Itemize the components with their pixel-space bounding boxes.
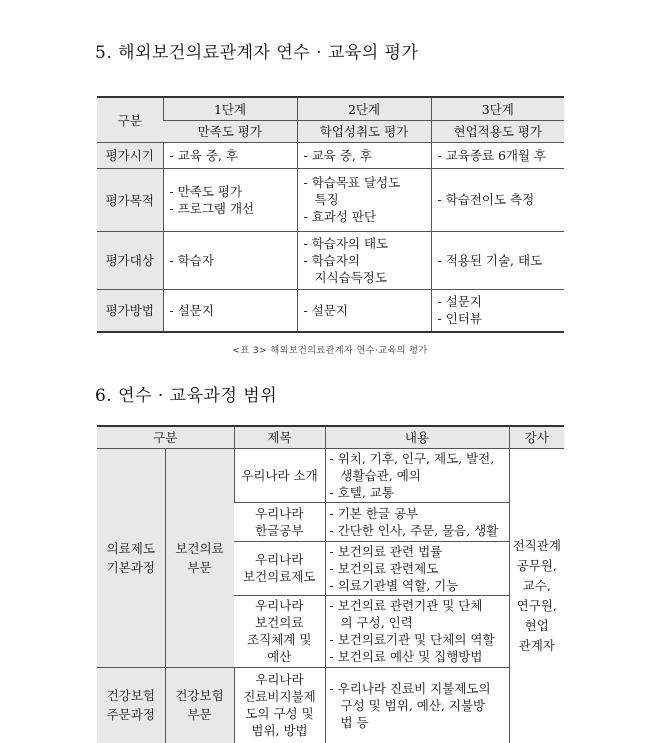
row-label: 평가시기 <box>97 142 163 168</box>
table-cell: - 설문지 <box>163 289 297 332</box>
section-5-heading: 5. 해외보건의료관계자 연수 · 교육의 평가 <box>95 43 419 63</box>
row-label: 평가목적 <box>97 168 163 231</box>
table-row <box>97 142 564 168</box>
course-title: 우리나라 보건의료제도 <box>234 541 325 595</box>
table-row <box>97 289 564 332</box>
instructor-header: 강사 <box>509 426 564 448</box>
group-2-category: 건강보험 주문과정 <box>97 667 165 743</box>
section-6-heading: 6. 연수 · 교육과정 범위 <box>95 386 278 406</box>
row-label: 평가방법 <box>97 289 163 332</box>
row-label: 평가대상 <box>97 231 163 289</box>
table-cell: - 학습목표 달성도 특징 - 효과성 판단 <box>297 168 431 231</box>
table-row <box>97 448 564 502</box>
table-caption: <표 3> 해외보건의료관계자 연수·교육의 평가 <box>232 346 428 356</box>
table-cell: - 교육종료 6개월 후 <box>431 142 564 168</box>
course-title: 우리나라 보건의료 조직체계 및 예산 <box>234 595 325 667</box>
course-title: 우리나라 한글공부 <box>234 502 325 541</box>
evaluation-table <box>97 96 564 333</box>
course-title: 우리나라 소개 <box>234 448 325 502</box>
course-content: - 보건의료 관련기관 및 단체 의 구성, 인력 - 보건의료기관 및 단체의 역할 - 보건의료 예산 및 집행방법 <box>325 595 509 667</box>
stage-2-name: 학업성취도 평가 <box>297 120 431 142</box>
stage-1-header: 1단계 <box>163 97 297 120</box>
group-2-subcategory: 건강보험 부문 <box>165 667 234 743</box>
stage-2-header: 2단계 <box>297 97 431 120</box>
table-row <box>97 667 564 743</box>
table-cell: - 교육 중, 후 <box>163 142 297 168</box>
course-content: - 보건의료 관련 법률 - 보건의료 관련제도 - 의료기관별 역할, 기능 <box>325 541 509 595</box>
title-header: 제목 <box>234 426 325 448</box>
stage-1-name: 만족도 평가 <box>163 120 297 142</box>
table-cell: - 설문지 - 인터뷰 <box>431 289 564 332</box>
instructor-cell: 전직관계 공무원, 교수, 연구원, 현업 관계자 <box>509 448 564 743</box>
table-row <box>97 231 564 289</box>
group-1-category: 의료제도 기본과정 <box>97 448 165 667</box>
course-title: 우리나라 진료비지불제 도의 구성 및 범위, 방법 <box>234 667 325 743</box>
table-cell: - 설문지 <box>297 289 431 332</box>
table-row <box>97 168 564 231</box>
curriculum-table <box>97 425 564 743</box>
corner-header: 구분 <box>97 97 163 142</box>
stage-3-header: 3단계 <box>431 97 564 120</box>
table-cell: - 만족도 평가 - 프로그램 개선 <box>163 168 297 231</box>
course-content: - 우리나라 진료비 지불제도의 구성 및 범위, 예산, 지불방 법 등 <box>325 667 509 743</box>
content-header: 내용 <box>325 426 509 448</box>
course-content: - 기본 한글 공부 - 간단한 인사, 주문, 물음, 생활 <box>325 502 509 541</box>
table-cell: - 학습자의 태도 - 학습자의 지식습득정도 <box>297 231 431 289</box>
table-cell: - 교육 중, 후 <box>297 142 431 168</box>
course-content: - 위치, 기후, 인구, 제도, 발전, 생활습관, 예의 - 호텔, 교통 <box>325 448 509 502</box>
group-1-subcategory: 보건의료 부문 <box>165 448 234 667</box>
stage-3-name: 현업적용도 평가 <box>431 120 564 142</box>
table-cell: - 적용된 기술, 태도 <box>431 231 564 289</box>
table-cell: - 학습전이도 측정 <box>431 168 564 231</box>
category-header: 구분 <box>97 426 234 448</box>
table-cell: - 학습자 <box>163 231 297 289</box>
